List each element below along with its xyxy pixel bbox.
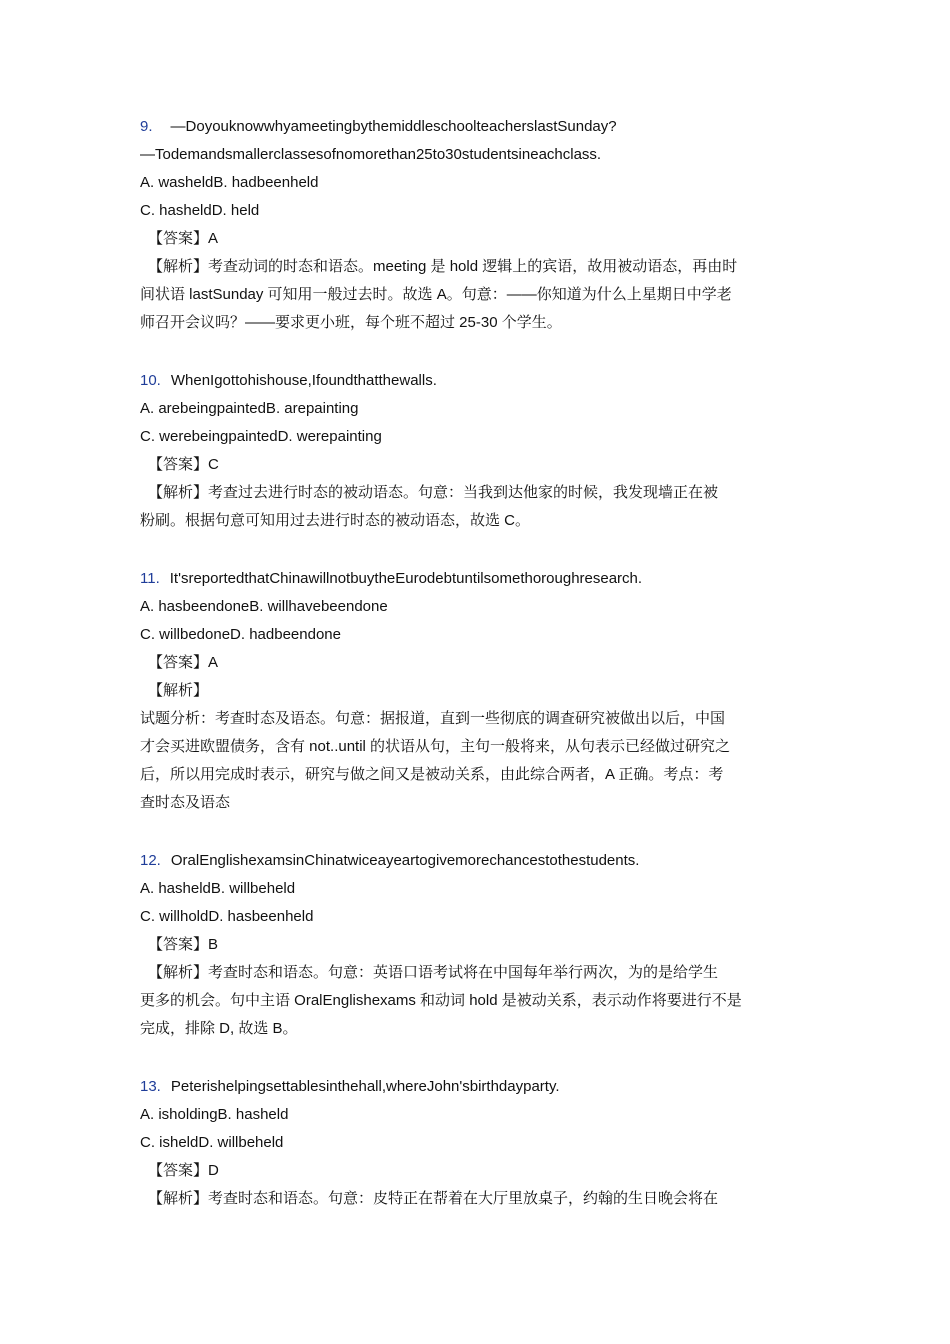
question-list	[140, 113, 810, 1213]
analysis-line: 【解析】考查动词的时态和语态。meeting 是 hold 逻辑上的宾语，故用被动语态，再由时	[148, 258, 738, 275]
analysis-line: 【解析】考查过去进行时态的被动语态。句意：当我到达他家的时候，我发现墙正在被	[148, 484, 719, 501]
analysis-line: 粉刷。根据句意可知用过去进行时态的被动语态，故选 C。	[140, 512, 531, 529]
question-number: 11.	[140, 570, 160, 587]
options-cd: C. isheldD. willbeheld	[140, 1134, 284, 1151]
options-ab: A. washeldB. hadbeenheld	[140, 174, 319, 191]
analysis-line: 才会买进欧盟债务，含有 not..until 的状语从句，主句一般将来，从句表示已经做过研究之	[140, 738, 731, 755]
question-number: 12.	[140, 852, 161, 869]
options-ab: A. isholdingB. hasheld	[140, 1106, 289, 1123]
question-number: 10.	[140, 372, 161, 389]
question-number: 13.	[140, 1078, 161, 1095]
question-stem	[140, 113, 810, 141]
options-ab: A. hasbeendoneB. willhavebeendone	[140, 598, 388, 615]
question-9	[140, 113, 810, 337]
question-text: OralEnglishexamsinChinatwiceayeartogivemorechancestothestudents.	[170, 852, 640, 869]
analysis-line: 完成，排除 D, 故选 B。	[140, 1020, 298, 1037]
options-cd: C. hasheldD. held	[140, 202, 260, 219]
question-text: Peterishelpingsettablesinthehall,whereJohn'sbirthdayparty.	[170, 1078, 560, 1095]
options-cd: C. willholdD. hasbeenheld	[140, 908, 314, 925]
analysis-line: 【解析】考查时态和语态。句意：皮特正在帮着在大厅里放桌子，约翰的生日晚会将在	[148, 1190, 719, 1207]
answer: 【答案】B	[148, 936, 219, 953]
question-text: —DoyouknowwhyameetingbythemiddleschoolteacherslastSunday?	[170, 118, 617, 135]
options-ab: A. hasheldB. willbeheld	[140, 880, 296, 897]
analysis-line: 试题分析：考查时态及语态。句意：据报道，直到一些彻底的调查研究被做出以后，中国	[140, 710, 726, 727]
question-text: It'sreportedthatChinawillnotbuytheEurodebtuntilsomethoroughresearch.	[169, 570, 643, 587]
question-13	[140, 1073, 810, 1213]
analysis-label: 【解析】	[148, 682, 209, 699]
question-stem	[140, 847, 810, 875]
question-12	[140, 847, 810, 1043]
analysis-line: 查时态及语态	[140, 794, 231, 811]
analysis-line: 【解析】考查时态和语态。句意：英语口语考试将在中国每年举行两次，为的是给学生	[148, 964, 719, 981]
question-text: WhenIgottohishouse,Ifoundthatthewalls.	[170, 372, 437, 389]
options-cd: C. willbedoneD. hadbeendone	[140, 626, 341, 643]
question-10	[140, 367, 810, 535]
question-number: 9.	[140, 118, 153, 135]
question-stem	[140, 565, 810, 593]
analysis-line: 间状语 lastSunday 可知用一般过去时。故选 A。句意：——你知道为什么上星期日中学老	[140, 286, 732, 303]
question-stem	[140, 1073, 810, 1101]
answer: 【答案】A	[148, 230, 219, 247]
question-11	[140, 565, 810, 817]
answer: 【答案】D	[148, 1162, 219, 1179]
answer: 【答案】A	[148, 654, 219, 671]
question-stem	[140, 367, 810, 395]
analysis-line: 更多的机会。句中主语 OralEnglishexams 和动词 hold 是被动关系，表示动作将要进行不是	[140, 992, 742, 1009]
options-cd: C. werebeingpaintedD. werepainting	[140, 428, 382, 445]
question-response: —Todemandsmallerclassesofnomorethan25to30studentsineachclass.	[140, 146, 602, 163]
answer: 【答案】C	[148, 456, 219, 473]
analysis-line: 师召开会议吗？——要求更小班，每个班不超过 25-30 个学生。	[140, 314, 562, 331]
analysis-line: 后，所以用完成时表示，研究与做之间又是被动关系，由此综合两者，A 正确。考点：考	[140, 766, 724, 783]
options-ab: A. arebeingpaintedB. arepainting	[140, 400, 359, 417]
